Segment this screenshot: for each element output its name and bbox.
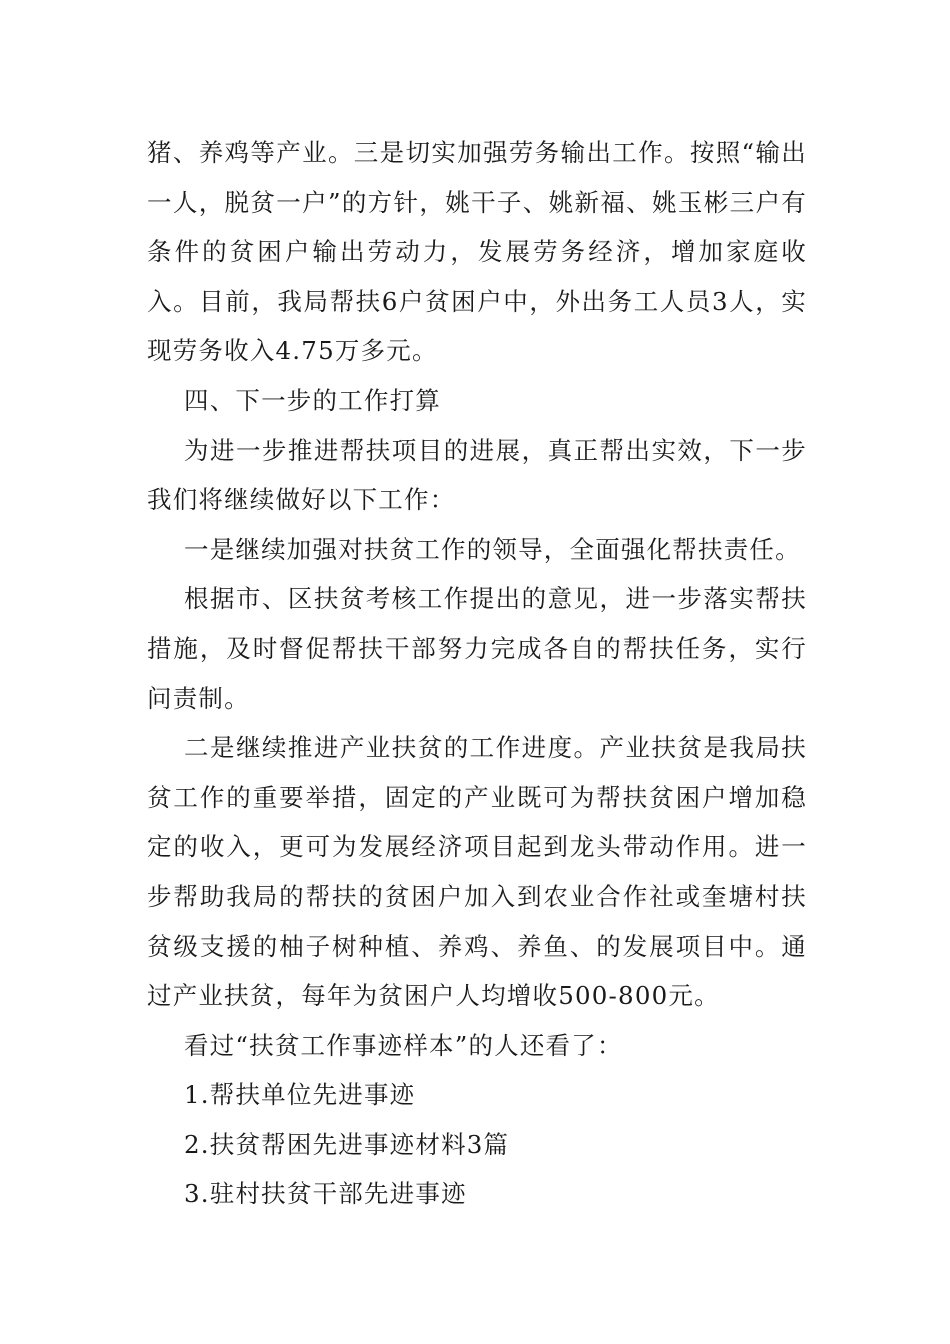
document-body <box>147 128 807 1219</box>
section-heading: 四、下一步的工作打算 <box>184 385 441 415</box>
paragraph-continuation: 猪、养鸡等产业。三是切实加强劳务输出工作。按照“输出一人，脱贫一户”的方针，姚干子、姚新福、姚玉彬三户有条件的贫困户输出劳动力，发展劳务经济，增加家庭收入。目前，我局帮扶6户贫困户中，外出务工人员3人，实现劳务收入4.75万多元。 <box>147 138 807 366</box>
related-heading: 看过“扶贫工作事迹样本”的人还看了： <box>184 1030 623 1060</box>
paragraph-point-one-detail: 根据市、区扶贫考核工作提出的意见，进一步落实帮扶措施，及时督促帮扶干部努力完成各自的帮扶任务，实行问责制。 <box>147 584 807 713</box>
related-link-2[interactable]: 2.扶贫帮困先进事迹材料3篇 <box>184 1129 510 1159</box>
paragraph-intro: 为进一步推进帮扶项目的进展，真正帮出实效，下一步我们将继续做好以下工作： <box>147 435 807 515</box>
related-link-1[interactable]: 1.帮扶单位先进事迹 <box>184 1080 416 1110</box>
paragraph-point-one: 一是继续加强对扶贫工作的领导，全面强化帮扶责任。 <box>184 534 801 564</box>
paragraph-point-two: 二是继续推进产业扶贫的工作进度。产业扶贫是我局扶贫工作的重要举措，固定的产业既可为帮扶贫困户增加稳定的收入，更可为发展经济项目起到龙头带动作用。进一步帮助我局的帮扶的贫困户加入到农业合作社或奎塘村扶贫级支援的柚子树种植、养鸡、养鱼、的发展项目中。通过产业扶贫，每年为贫困户人均增收500-800元。 <box>147 733 807 1011</box>
related-link-3[interactable]: 3.驻村扶贫干部先进事迹 <box>184 1179 467 1209</box>
